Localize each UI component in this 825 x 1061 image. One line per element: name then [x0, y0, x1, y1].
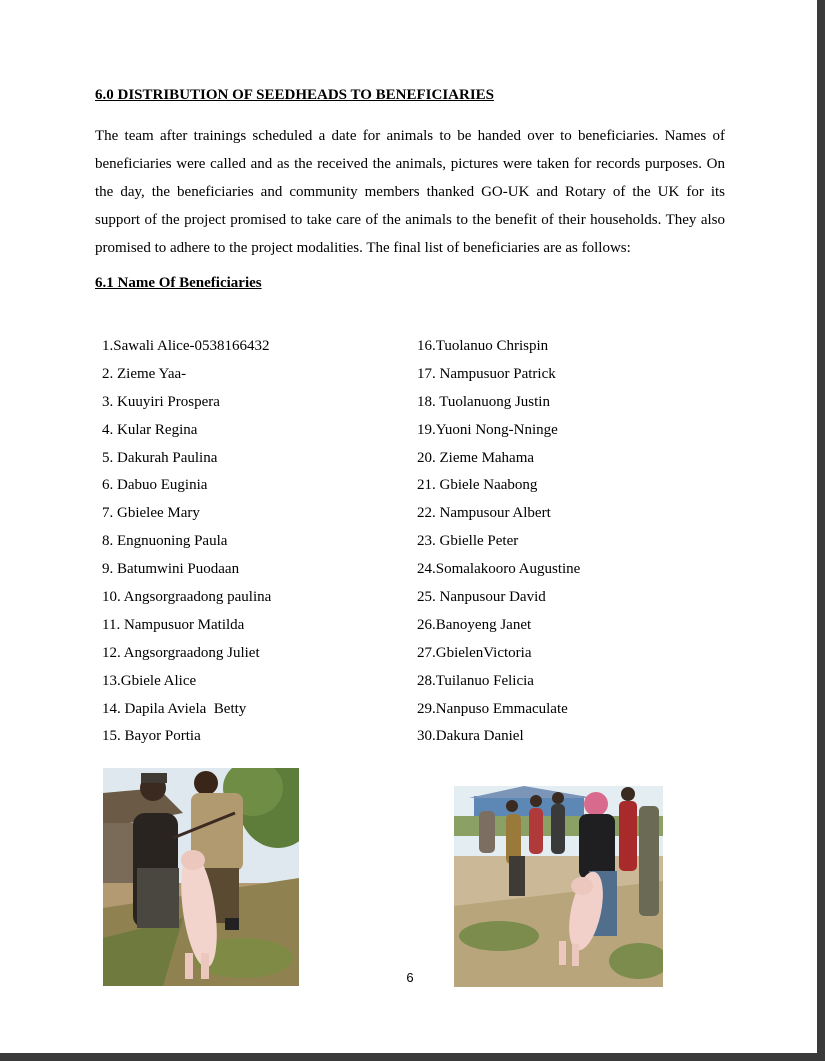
- beneficiary-list-left: [102, 334, 271, 752]
- list-item: 20. Zieme Mahama: [417, 449, 535, 466]
- list-item: 22. Nampusour Albert: [417, 505, 551, 522]
- list-item: 14. Dapila Aviela Betty: [102, 700, 247, 717]
- beneficiary-list-right: [417, 334, 580, 752]
- list-item: 7. Gbielee Mary: [102, 505, 200, 522]
- subsection-heading: 6.1 Name Of Beneficiaries: [95, 275, 262, 291]
- section-paragraph: The team after trainings scheduled a date for animals to be handed over to beneficiaries. Names of beneficiaries were called and as the received the animals, pictures were taken for records purposes. On the day, the beneficiaries and community members thanked GO-UK and Rotary of the UK for its support of the project promised to take care of the animals to the benefit of their households. They also promised to adhere to the project modalities. The final list of beneficiaries are as follows:: [95, 128, 725, 256]
- list-item: 25. Nanpusour David: [417, 589, 546, 606]
- list-item: 27.GbielenVictoria: [417, 644, 532, 661]
- page-number: 6: [406, 970, 414, 985]
- list-item: 11. Nampusuor Matilda: [102, 616, 245, 633]
- list-item: 21. Gbiele Naabong: [417, 477, 538, 494]
- list-item: 9. Batumwini Puodaan: [102, 561, 240, 578]
- list-item: 16.Tuolanuo Chrispin: [417, 338, 549, 354]
- list-item: 13.Gbiele Alice: [102, 672, 197, 689]
- list-item: 28.Tuilanuo Felicia: [417, 672, 534, 689]
- list-item: 3. Kuuyiri Prospera: [102, 393, 220, 410]
- list-item: 12. Angsorgraadong Juliet: [102, 644, 260, 661]
- list-item: 18. Tuolanuong Justin: [417, 393, 550, 410]
- page-edge-right: [817, 0, 825, 1061]
- list-item: 30.Dakura Daniel: [417, 728, 524, 745]
- list-item: 4. Kular Regina: [102, 421, 198, 438]
- list-item: 2. Zieme Yaa-: [102, 365, 187, 382]
- list-item: 17. Nampusuor Patrick: [417, 365, 556, 382]
- list-item: 24.Somalakooro Augustine: [417, 561, 581, 578]
- list-item: 8. Engnuoning Paula: [102, 533, 228, 550]
- list-item: 19.Yuoni Nong-Nninge: [417, 421, 558, 438]
- list-item: 26.Banoyeng Janet: [417, 616, 532, 633]
- list-item: 1.Sawali Alice-0538166432: [102, 338, 270, 354]
- section-heading: 6.0 DISTRIBUTION OF SEEDHEADS TO BENEFICIARIES: [95, 87, 495, 103]
- list-item: 15. Bayor Portia: [102, 728, 201, 745]
- list-item: 23. Gbielle Peter: [417, 533, 519, 550]
- list-item: 29.Nanpuso Emmaculate: [417, 700, 568, 717]
- photo-pig-handover: [103, 768, 299, 986]
- photo-pig-community: [454, 786, 663, 987]
- page-edge-bottom: [0, 1053, 825, 1061]
- list-item: 6. Dabuo Euginia: [102, 477, 208, 494]
- list-item: 5. Dakurah Paulina: [102, 449, 218, 466]
- list-item: 10. Angsorgraadong paulina: [102, 589, 272, 606]
